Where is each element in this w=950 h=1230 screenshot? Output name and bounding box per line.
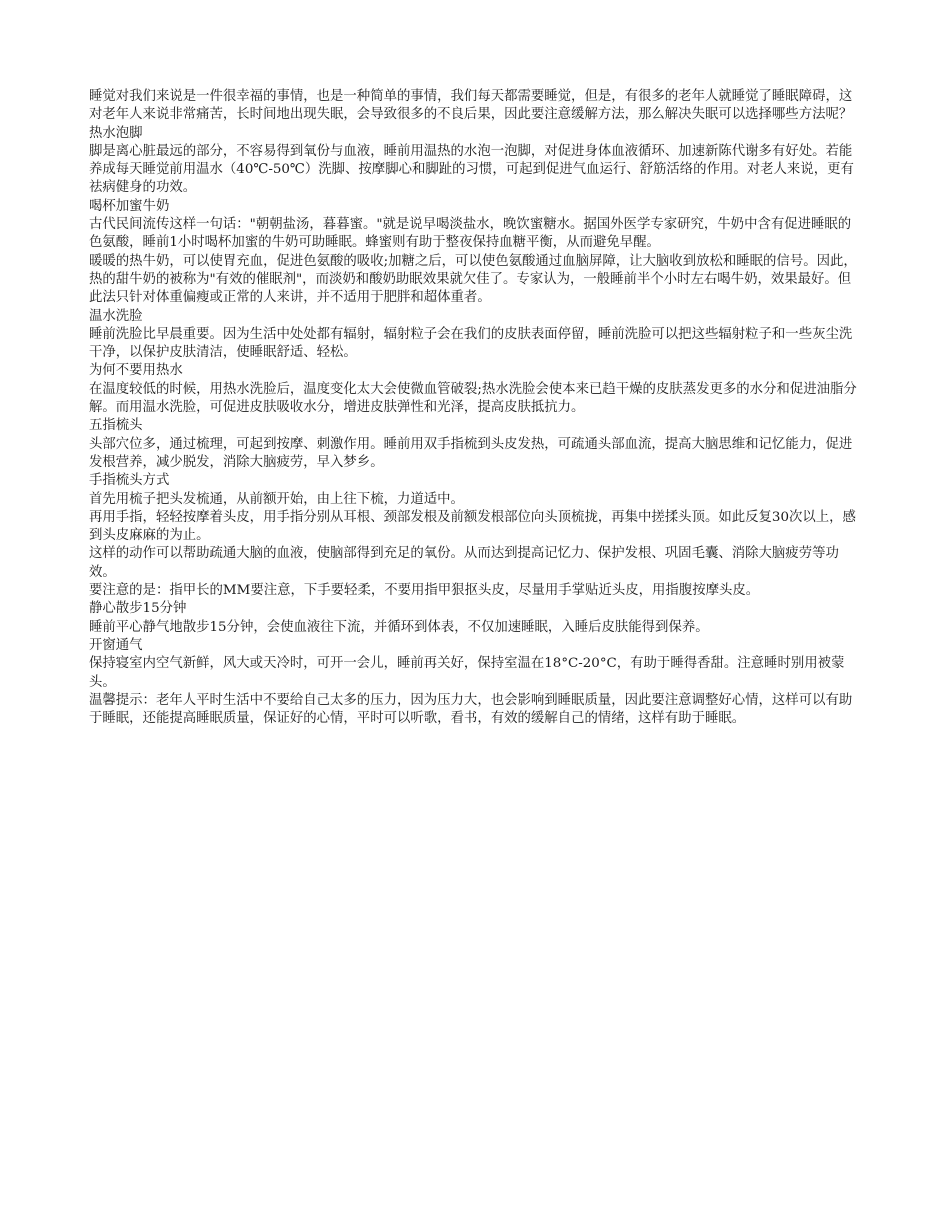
paragraph-warm-face-wash: 睡前洗脸比早晨重要。因为生活中处处都有辐射，辐射粒子会在我们的皮肤表面停留，睡前洗脸可以把这些辐射粒子和一些灰尘洗干净，以保护皮肤清洁，使睡眠舒适、轻松。 <box>89 326 853 361</box>
heading-warm-face-wash: 温水洗脸 <box>89 308 143 324</box>
heading-finger-combing: 五指梳头 <box>89 418 143 434</box>
heading-quiet-walk: 静心散步15分钟 <box>89 601 187 617</box>
paragraph-combing-step-2: 再用手指，轻轻按摩着头皮，用手指分别从耳根、颈部发根及前额发根部位向头顶梳拢，再集中搓揉头顶。如此反复30次以上，感到头皮麻麻的为止。 <box>89 509 856 544</box>
paragraph-combing-step-1: 首先用梳子把头发梳通，从前额开始，由上往下梳，力道适中。 <box>89 491 464 507</box>
paragraph-hot-foot-bath: 脚是离心脏最远的部分，不容易得到氧份与血液，睡前用温热的水泡一泡脚，对促进身体血液循环、加速新陈代谢多有好处。若能养成每天睡觉前用温水（40℃-50℃）洗脚、按摩脚心和脚趾的习惯，可起到促进气血运行、舒筋活络的作用。对老人来说，更有祛病健身的功效。 <box>89 143 854 196</box>
paragraph-finger-combing: 头部穴位多，通过梳理，可起到按摩、刺激作用。睡前用双手指梳到头皮发热，可疏通头部血流，提高大脑思维和记忆能力，促进发根营养，减少脱发，消除大脑疲劳，早入梦乡。 <box>89 436 853 470</box>
paragraph-warm-tip: 温馨提示：老年人平时生活中不要给自己太多的压力，因为压力大，也会影响到睡眠质量，因此要注意调整好心情，这样可以有助于睡眠，还能提高睡眠质量，保证好的心情，平时可以听歌，看书，有效的缓解自己的情绪，这样有助于睡眠。 <box>89 692 853 727</box>
paragraph-ventilation: 保持寝室内空气新鲜，风大或天冷时，可开一会儿，睡前再关好，保持室温在18°C-20°C，有助于睡得香甜。注意睡时别用被蒙头。 <box>89 656 845 690</box>
paragraph-honey-milk-2: 暖暖的热牛奶，可以使胃充血，促进色氨酸的吸收;加糖之后，可以使色氨酸通过血脑屏障，让大脑收到放松和睡眠的信号。因此，热的甜牛奶的被称为"有效的催眠剂"，而淡奶和酸奶助眠效果就欠佳了。专家认为，一般睡前半个小时左右喝牛奶，效果最好。但此法只针对体重偏瘦或正常的人来讲，并不适用于肥胖和超体重者。 <box>89 253 857 306</box>
paragraph-why-not-hot-water: 在温度较低的时候，用热水洗脸后，温度变化太大会使微血管破裂;热水洗脸会使本来已趋干燥的皮肤蒸发更多的水分和促进油脂分解。而用温水洗脸，可促进皮肤吸收水分，增进皮肤弹性和光泽，提高皮肤抵抗力。 <box>89 381 857 416</box>
paragraph-combing-benefit: 这样的动作可以帮助疏通大脑的血液，使脑部得到充足的氧份。从而达到提高记忆力、保护发根、巩固毛囊、消除大脑疲劳等功效。 <box>89 546 839 580</box>
intro-paragraph: 睡觉对我们来说是一件很幸福的事情，也是一种简单的事情，我们每天都需要睡觉，但是，有很多的老年人就睡觉了睡眠障碍，这对老年人来说非常痛苦，长时间地出现失眠，会导致很多的不良后果，因此要注意缓解方法，那么解决失眠可以选择哪些方法呢？ <box>89 89 853 123</box>
heading-honey-milk: 喝杯加蜜牛奶 <box>89 198 170 214</box>
heading-finger-combing-method: 手指梳头方式 <box>89 473 170 489</box>
paragraph-combing-caution: 要注意的是：指甲长的MM要注意，下手要轻柔，不要用指甲狠抠头皮，尽量用手掌贴近头皮，用指腹按摩头皮。 <box>89 583 760 599</box>
heading-why-not-hot-water: 为何不要用热水 <box>89 363 183 379</box>
paragraph-quiet-walk: 睡前平心静气地散步15分钟，会使血液往下流，并循环到体表，不仅加速睡眠，入睡后皮肤能得到保养。 <box>89 619 709 635</box>
heading-hot-foot-bath: 热水泡脚 <box>89 125 143 141</box>
heading-ventilation: 开窗通气 <box>89 637 143 653</box>
article-body <box>89 88 861 728</box>
paragraph-honey-milk-1: 古代民间流传这样一句话："朝朝盐汤，暮暮蜜。"就是说早喝淡盐水，晚饮蜜糖水。据国外医学专家研究，牛奶中含有促进睡眠的色氨酸，睡前1小时喝杯加蜜的牛奶可助睡眠。蜂蜜则有助于整夜保持血糖平衡，从而避免早醒。 <box>89 217 852 251</box>
